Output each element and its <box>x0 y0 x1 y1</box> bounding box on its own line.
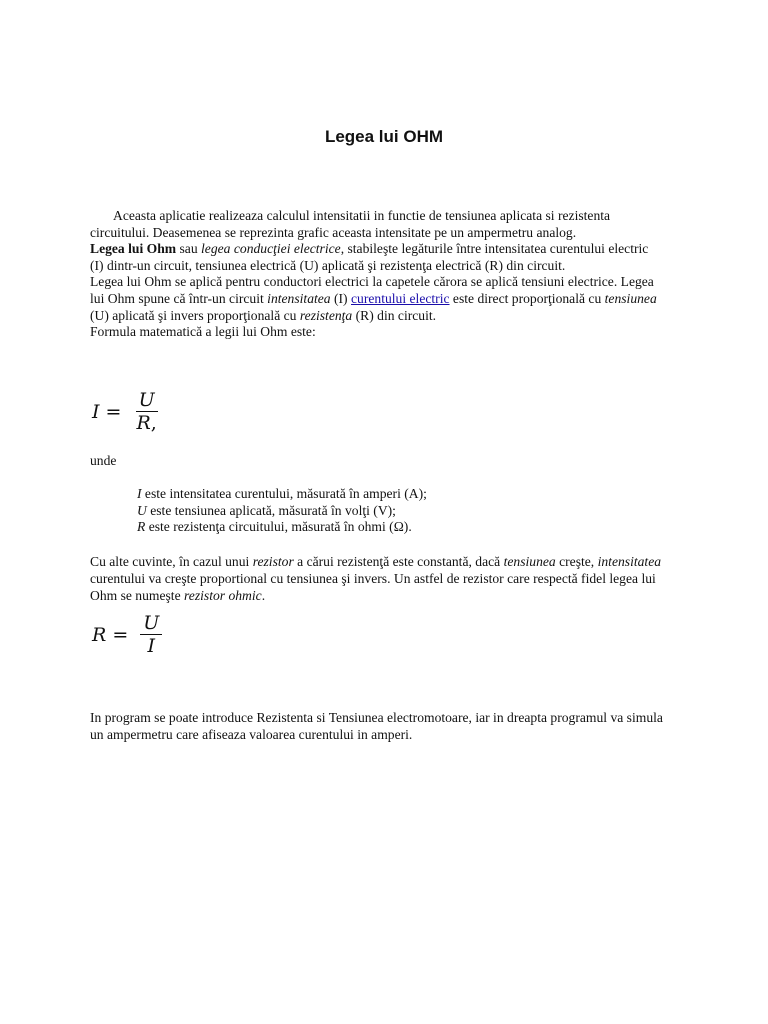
para2-rezistor-ohmic: rezistor ohmic <box>184 588 262 603</box>
def-text: este intensitatea curentului, măsurată în amperi (A); <box>141 486 427 501</box>
ohm-text-3: este direct proporţională cu <box>449 290 605 306</box>
formula2-lhs: R <box>92 623 107 646</box>
def-var: R <box>137 519 146 535</box>
ohm-rezistenta: rezistenţa <box>299 307 353 323</box>
ohm-text-1: Legea lui Ohm se aplică pentru conductori electrici la capetele cărora se aplică tensiuni electrice. Legea lui Ohm spune că într-un circuit <box>90 274 654 306</box>
formula2-fraction <box>140 613 162 656</box>
def-var: U <box>137 502 147 518</box>
definition-italic: legea conducţiei electrice <box>201 241 341 257</box>
formula2-numerator: U <box>140 613 162 635</box>
ohm-formula-current <box>92 390 160 433</box>
resistor-section <box>90 553 670 604</box>
variable-definitions <box>137 486 427 536</box>
ohm-formula-resistance <box>92 613 162 656</box>
formula1-punct: , <box>150 412 157 434</box>
para2-text-4: curentului va creşte proportional cu tensiunea şi invers. Un astfel de rezistor care respectă fidel legea lui Ohm se numeşte <box>90 571 656 603</box>
resistor-paragraph <box>90 553 670 604</box>
page-title: Legea lui OHM <box>324 127 444 146</box>
definition-sau: sau <box>176 241 202 257</box>
def-text: este tensiunea aplicată, măsurată în volţi (V); <box>146 502 396 518</box>
para2-intensitatea: intensitatea <box>597 554 662 569</box>
ohm-paragraph <box>90 274 660 324</box>
formula2-equals: = <box>112 623 129 646</box>
def-var: I <box>137 486 142 501</box>
definition-paragraph <box>90 241 660 274</box>
program-paragraph: In program se poate introduce Rezistenta si Tensiunea electromotoare, iar in dreapta programul va simula un ampermetru care afiseaza valoarea curentului in amperi. <box>90 710 663 742</box>
definition-bold: Legea lui Ohm <box>90 241 177 257</box>
def-item <box>137 519 427 536</box>
def-text: este rezistenţa circuitului, măsurată în ohmi (Ω). <box>145 519 412 535</box>
para2-text-3: creşte, <box>555 554 598 569</box>
formula1-fraction <box>133 390 159 433</box>
para2-text-5: . <box>261 588 266 603</box>
para2-rezistor: rezistor <box>252 554 294 569</box>
formula1-lhs: I <box>92 400 100 423</box>
formula-intro: Formula matematică a legii lui Ohm este: <box>90 324 316 340</box>
curent-electric-link[interactable]: curentului electric <box>351 290 450 306</box>
intro-section <box>90 208 660 341</box>
ohm-text-5: (R) din circuit. <box>352 307 437 323</box>
definition-rest: , stabileşte legăturile între intensitatea curentului electric (I) dintr-un circuit, tensiunea electrică (U) aplicată şi rezistenţa electrică (R) din circuit. <box>90 241 649 273</box>
unde-label: unde <box>90 453 117 468</box>
para2-text-2: a cărui rezistenţă este constantă, dacă <box>293 554 504 569</box>
ohm-text-2: (I) <box>330 290 351 306</box>
para2-text-1: Cu alte cuvinte, în cazul unui <box>90 554 253 569</box>
formula1-denominator-wrap <box>133 412 159 433</box>
formula2-denominator: I <box>147 635 155 657</box>
def-item <box>137 503 427 520</box>
ohm-tensiunea: tensiunea <box>604 290 657 306</box>
ohm-intensitatea: intensitatea <box>267 290 331 306</box>
def-item <box>137 486 427 503</box>
program-section <box>90 709 670 743</box>
formula1-denominator: R <box>136 412 151 434</box>
intro-paragraph: Aceasta aplicatie realizeaza calculul intensitatii in functie de tensiunea aplicata si rezistenta circuitului. Deasemenea se reprezinta grafic aceasta intensitate pe un ampermetru analog. <box>90 208 611 240</box>
formula1-numerator: U <box>136 390 158 412</box>
formula1-equals: = <box>105 400 122 423</box>
para2-tensiunea: tensiunea <box>503 554 556 569</box>
ohm-text-4: (U) aplicată şi invers proporţională cu <box>90 307 300 323</box>
